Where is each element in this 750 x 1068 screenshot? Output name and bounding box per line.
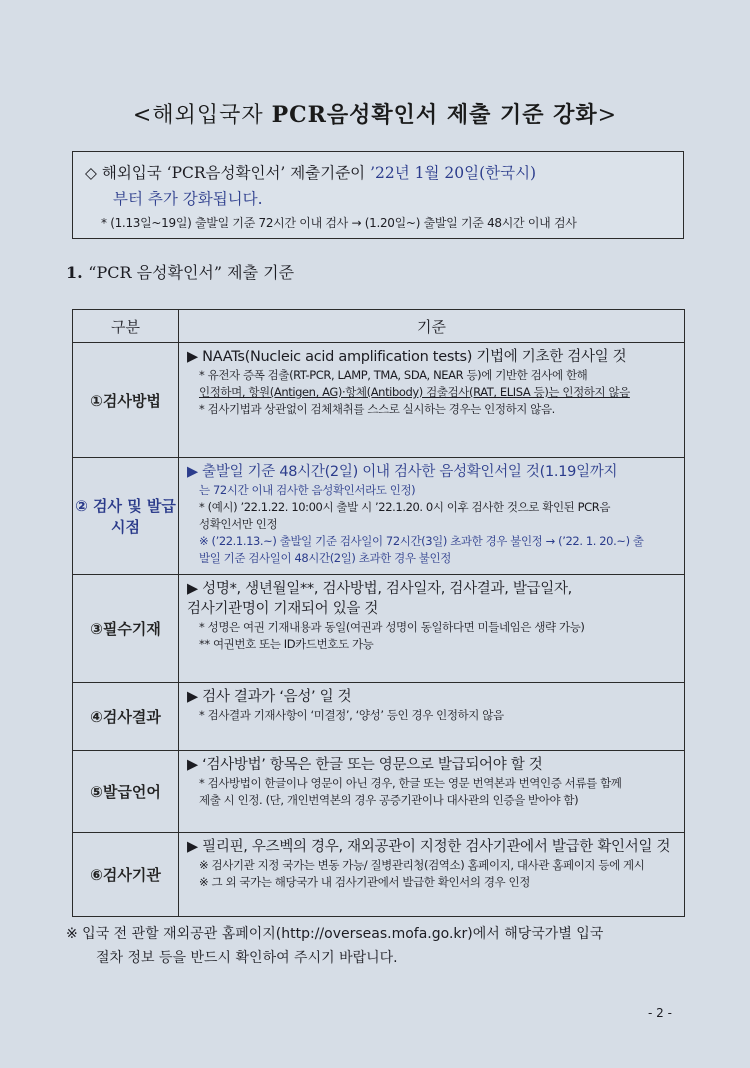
- criteria-line: * 성명은 여권 기재내용과 동일(여권과 성명이 동일하다면 미들네임은 생략 가능): [199, 620, 585, 634]
- criteria-line: ** 여권번호 또는 ID카드번호도 가능: [199, 637, 374, 651]
- criteria-line: 인정하며, 항원(Antigen, AG)·항체(Antibody) 검출검사(RAT, ELISA 등)는 인정하지 않음: [199, 385, 630, 399]
- table-row: [73, 833, 685, 917]
- table-row: [73, 343, 685, 458]
- row-label: ⑤발급언어: [73, 751, 179, 833]
- criteria-line: 제출 시 인정. (단, 개인번역본의 경우 공증기관이나 대사관의 인증을 받아야 함): [199, 793, 579, 807]
- row-criteria: [179, 343, 685, 458]
- row-label: ③필수기재: [73, 575, 179, 683]
- page-title: <해외입국자 PCR음성확인서 제출 기준 강화>: [132, 102, 618, 128]
- criteria-line: ▶ 필리핀, 우즈벡의 경우, 재외공관이 지정한 검사기관에서 발급한 확인서일 것: [187, 839, 671, 855]
- table-row: [73, 458, 685, 575]
- criteria-line: 성확인서만 인정: [199, 517, 278, 531]
- criteria-line: 는 72시간 이내 검사한 음성확인서라도 인정): [199, 483, 416, 497]
- row-label: ①검사방법: [73, 343, 179, 458]
- criteria-line: 검사기관명이 기재되어 있을 것: [187, 601, 379, 617]
- criteria-line: 발일 기준 검사일이 48시간(2일) 초과한 경우 불인정: [199, 551, 451, 565]
- row-criteria: [179, 575, 685, 683]
- notice-box: [72, 151, 684, 239]
- criteria-line: ▶ 출발일 기준 48시간(2일) 이내 검사한 음성확인서일 것(1.19일까지: [187, 464, 618, 480]
- criteria-line: * 유전자 증폭 검출(RT-PCR, LAMP, TMA, SDA, NEAR 등)에 기반한 검사에 한해: [199, 368, 588, 382]
- row-label: ④검사결과: [73, 683, 179, 751]
- criteria-line: * 검사방법이 한글이나 영문이 아닌 경우, 한글 또는 영문 번역본과 번역인증 서류를 함께: [199, 776, 622, 790]
- table-row: [73, 575, 685, 683]
- table-row: [73, 751, 685, 833]
- criteria-line: ※ (’22.1.13.~) 출발일 기준 검사일이 72시간(3일) 초과한 경우 불인정 → (’22. 1. 20.~) 출: [199, 534, 644, 548]
- notice-line-2: 부터 추가 강화됩니다.: [113, 190, 263, 208]
- row-criteria: [179, 683, 685, 751]
- criteria-line: ※ 그 외 국가는 해당국가 내 검사기관에서 발급한 확인서의 경우 인정: [199, 875, 530, 889]
- footer-note: [66, 922, 690, 970]
- criteria-line: * (예시) ’22.1.22. 10:00시 출발 시 ’22.1.20. 0시 이후 검사한 것으로 확인된 PCR음: [199, 500, 611, 514]
- row-criteria: [179, 833, 685, 917]
- criteria-line: * 검사기법과 상관없이 검체채취를 스스로 실시하는 경우는 인정하지 않음.: [199, 402, 555, 416]
- footer-line-1: ※ 입국 전 관할 재외공관 홈페이지(http://overseas.mofa.go.kr)에서 해당국가별 입국: [66, 926, 604, 942]
- row-label: ⑥검사기관: [73, 833, 179, 917]
- criteria-line: * 검사결과 기재사항이 ‘미결정’, ‘양성’ 등인 경우 인정하지 않음: [199, 708, 504, 722]
- row-label: ② 검사 및 발급시점: [73, 458, 179, 575]
- criteria-line: ▶ ‘검사방법’ 항목은 한글 또는 영문으로 발급되어야 할 것: [187, 757, 543, 773]
- header-category: 구분: [73, 310, 179, 343]
- footer-line-2: 절차 정보 등을 반드시 확인하여 주시기 바랍니다.: [96, 950, 398, 966]
- page-number: - 2 -: [648, 1006, 672, 1020]
- criteria-table: [72, 309, 685, 917]
- notice-line-3: * (1.13일~19일) 출발일 기준 72시간 이내 검사 → (1.20일~) 출발일 기준 48시간 이내 검사: [101, 216, 577, 230]
- row-criteria: [179, 751, 685, 833]
- row-criteria: [179, 458, 685, 575]
- criteria-line: ※ 검사기관 지정 국가는 변동 가능/ 질병관리청(검역소) 홈페이지, 대사관 홈페이지 등에 게시: [199, 858, 645, 872]
- criteria-line: ▶ 검사 결과가 ‘음성’ 일 것: [187, 689, 352, 705]
- section-heading: 1. “PCR 음성확인서” 제출 기준: [66, 263, 295, 282]
- criteria-line: ▶ NAATs(Nucleic acid amplification tests) 기법에 기초한 검사일 것: [187, 349, 627, 365]
- header-criteria: 기준: [179, 310, 685, 343]
- criteria-line: ▶ 성명*, 생년월일**, 검사방법, 검사일자, 검사결과, 발급일자,: [187, 581, 572, 597]
- notice-line-1: ◇ 해외입국 ‘PCR음성확인서’ 제출기준이 ’22년 1월 20일(한국시): [85, 164, 537, 182]
- table-row: [73, 683, 685, 751]
